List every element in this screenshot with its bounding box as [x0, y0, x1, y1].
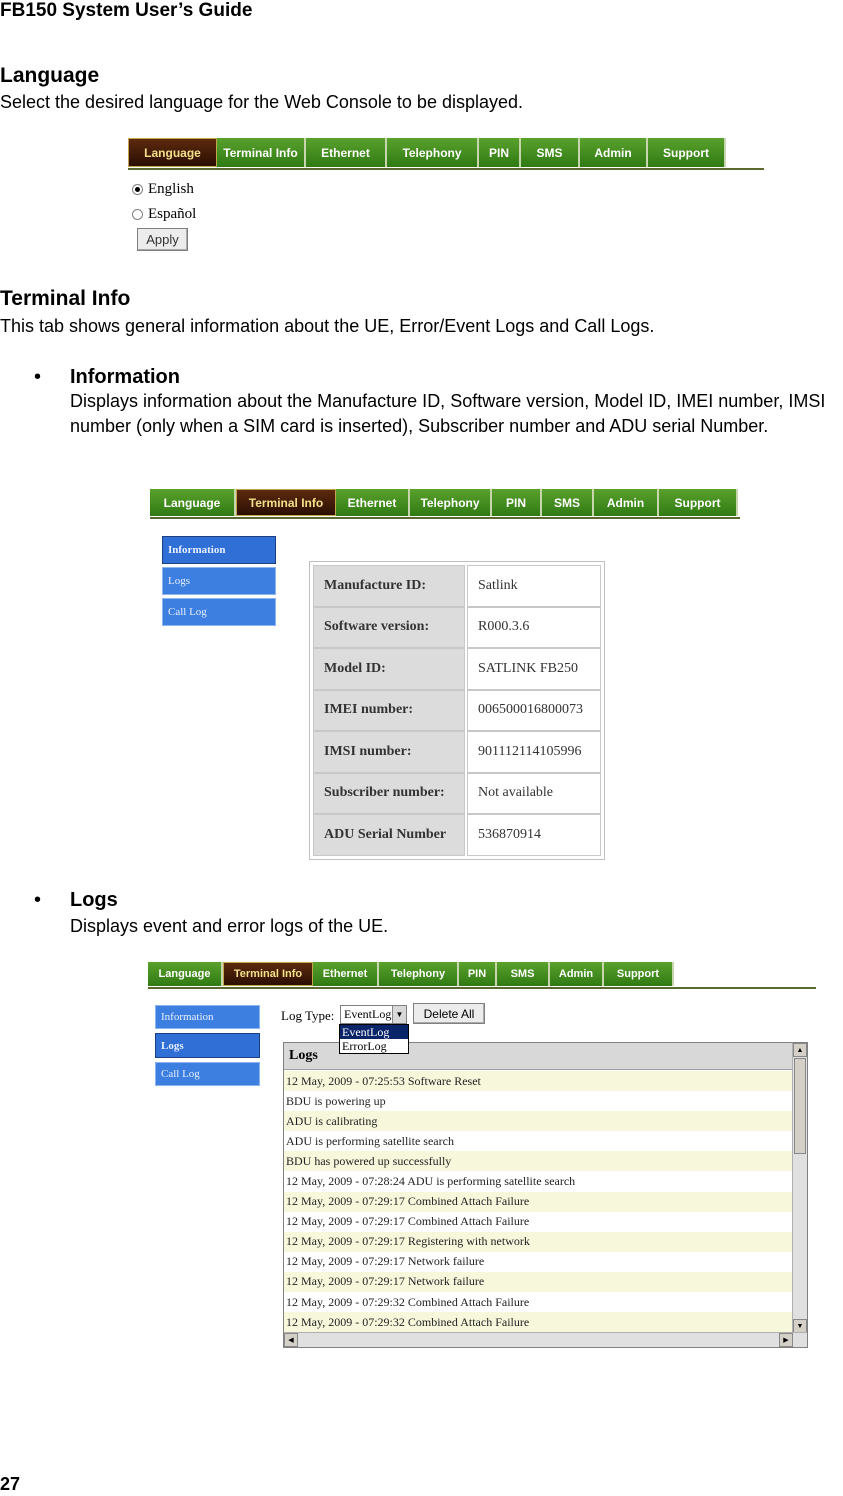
log-entry: 12 May, 2009 - 07:29:32 Combined Attach Failure: [284, 1312, 793, 1332]
tab-admin[interactable]: Admin: [550, 962, 604, 986]
tab-terminal-info[interactable]: Terminal Info: [217, 138, 306, 167]
tab-admin[interactable]: Admin: [594, 489, 659, 516]
scroll-right-icon[interactable]: ▶: [779, 1333, 793, 1347]
logs-panel: [283, 1042, 808, 1348]
nav-bar-language-screen: [128, 138, 764, 170]
info-label: IMSI number:: [313, 731, 465, 773]
tab-telephony[interactable]: Telephony: [410, 489, 492, 516]
scroll-down-icon[interactable]: ▼: [793, 1319, 807, 1333]
scroll-left-icon[interactable]: ◀: [284, 1333, 298, 1347]
info-value: Not available: [467, 773, 601, 815]
log-entry: 12 May, 2009 - 07:29:17 Registering with network: [284, 1232, 793, 1252]
info-table: [309, 561, 605, 860]
nav-bar-logs-screen: [148, 962, 816, 989]
side-item-information[interactable]: Information: [155, 1005, 260, 1029]
tab-terminal-info[interactable]: Terminal Info: [236, 489, 336, 516]
vertical-scrollbar[interactable]: [792, 1043, 807, 1333]
terminal-info-heading: Terminal Info: [0, 287, 131, 310]
page-number: 27: [0, 1474, 21, 1494]
info-value: SATLINK FB250: [467, 648, 601, 690]
radio-espanol-label: Español: [148, 206, 197, 222]
radio-english-label: English: [148, 181, 194, 197]
logs-description: Displays event and error logs of the UE.: [70, 916, 389, 936]
logs-panel-header: Logs: [284, 1043, 793, 1070]
info-row: [313, 773, 601, 815]
tab-pin[interactable]: PIN: [459, 962, 497, 986]
info-row: [313, 648, 601, 690]
tab-language[interactable]: Language: [150, 489, 236, 516]
logs-title: Logs: [70, 889, 118, 911]
log-entry: 12 May, 2009 - 07:29:32 Combined Attach Failure: [284, 1292, 793, 1312]
scroll-up-icon[interactable]: ▲: [793, 1043, 807, 1057]
information-description: Displays information about the Manufacture ID, Software version, Model ID, IMEI number, IMSI number (only when a SIM card is inserted), Subscriber number and ADU serial Number.: [70, 391, 826, 436]
log-entry: 12 May, 2009 - 07:29:17 Network failure: [284, 1252, 793, 1272]
delete-all-button[interactable]: Delete All: [413, 1003, 485, 1024]
radio-espanol[interactable]: [132, 209, 143, 220]
info-label: Software version:: [313, 607, 465, 649]
tab-sms[interactable]: SMS: [497, 962, 550, 986]
info-label: IMEI number:: [313, 690, 465, 732]
horizontal-scrollbar[interactable]: [284, 1332, 808, 1347]
bullet-icon: •: [34, 889, 42, 911]
side-item-logs[interactable]: Logs: [155, 1033, 260, 1058]
log-entry: BDU is powering up: [284, 1091, 793, 1111]
log-entry: BDU has powered up successfully: [284, 1151, 793, 1171]
info-row: [313, 607, 601, 649]
log-type-label: Log Type:: [281, 1008, 335, 1023]
log-entry: 12 May, 2009 - 07:29:17 Combined Attach Failure: [284, 1212, 793, 1232]
radio-english[interactable]: [132, 184, 143, 195]
log-entry: ADU is performing satellite search: [284, 1131, 793, 1151]
side-item-information[interactable]: Information: [162, 536, 276, 564]
logs-list: [284, 1071, 793, 1332]
info-row: [313, 814, 601, 856]
log-entry: ADU is calibrating: [284, 1111, 793, 1131]
document-header: FB150 System User’s Guide: [0, 0, 253, 21]
tab-ethernet[interactable]: Ethernet: [313, 962, 379, 986]
info-value: 901112114105996: [467, 731, 601, 773]
side-item-call-log[interactable]: Call Log: [155, 1062, 260, 1086]
tab-support[interactable]: Support: [604, 962, 674, 986]
log-type-dropdown: [339, 1024, 409, 1054]
apply-button[interactable]: Apply: [137, 228, 188, 251]
log-type-value: EventLog: [344, 1007, 392, 1021]
tab-pin[interactable]: PIN: [492, 489, 542, 516]
chevron-down-icon[interactable]: ▼: [392, 1006, 406, 1023]
tab-terminal-info[interactable]: Terminal Info: [223, 962, 313, 986]
tab-telephony[interactable]: Telephony: [387, 138, 479, 167]
side-item-logs[interactable]: Logs: [162, 567, 276, 595]
info-value: R000.3.6: [467, 607, 601, 649]
radio-english-row[interactable]: [132, 181, 194, 198]
tab-support[interactable]: Support: [659, 489, 738, 516]
info-value: Satlink: [467, 565, 601, 607]
language-description: Select the desired language for the Web Console to be displayed.: [0, 92, 524, 112]
tab-admin[interactable]: Admin: [580, 138, 648, 167]
log-entry: 12 May, 2009 - 07:28:24 ADU is performing satellite search: [284, 1171, 793, 1191]
tab-ethernet[interactable]: Ethernet: [306, 138, 387, 167]
tab-sms[interactable]: SMS: [521, 138, 580, 167]
language-heading: Language: [0, 64, 100, 87]
log-type-select[interactable]: [340, 1005, 407, 1024]
radio-espanol-row[interactable]: [132, 206, 196, 223]
side-item-call-log[interactable]: Call Log: [162, 598, 276, 626]
info-row: [313, 690, 601, 732]
tab-telephony[interactable]: Telephony: [379, 962, 459, 986]
log-entry: 12 May, 2009 - 07:29:17 Combined Attach Failure: [284, 1192, 793, 1212]
log-entry: 12 May, 2009 - 07:25:53 Software Reset: [284, 1071, 793, 1091]
tab-sms[interactable]: SMS: [542, 489, 594, 516]
dropdown-option-errorlog[interactable]: ErrorLog: [342, 1039, 387, 1053]
tab-support[interactable]: Support: [648, 138, 726, 167]
info-label: Manufacture ID:: [313, 565, 465, 607]
info-label: Model ID:: [313, 648, 465, 690]
info-row: [313, 731, 601, 773]
information-title: Information: [70, 366, 180, 388]
tab-language[interactable]: Language: [128, 138, 217, 167]
scroll-thumb[interactable]: [794, 1058, 806, 1154]
info-label: Subscriber number:: [313, 773, 465, 815]
bullet-icon: •: [34, 366, 42, 388]
tab-pin[interactable]: PIN: [479, 138, 521, 167]
info-value: 006500016800073: [467, 690, 601, 732]
tab-ethernet[interactable]: Ethernet: [336, 489, 410, 516]
info-value: 536870914: [467, 814, 601, 856]
nav-bar-info-screen: [150, 489, 740, 519]
tab-language[interactable]: Language: [148, 962, 223, 986]
info-label: ADU Serial Number: [313, 814, 465, 856]
log-entry: 12 May, 2009 - 07:29:17 Network failure: [284, 1272, 793, 1292]
dropdown-option-eventlog[interactable]: EventLog: [340, 1025, 408, 1039]
terminal-info-description: This tab shows general information about the UE, Error/Event Logs and Call Logs.: [0, 316, 655, 336]
info-row: [313, 565, 601, 607]
